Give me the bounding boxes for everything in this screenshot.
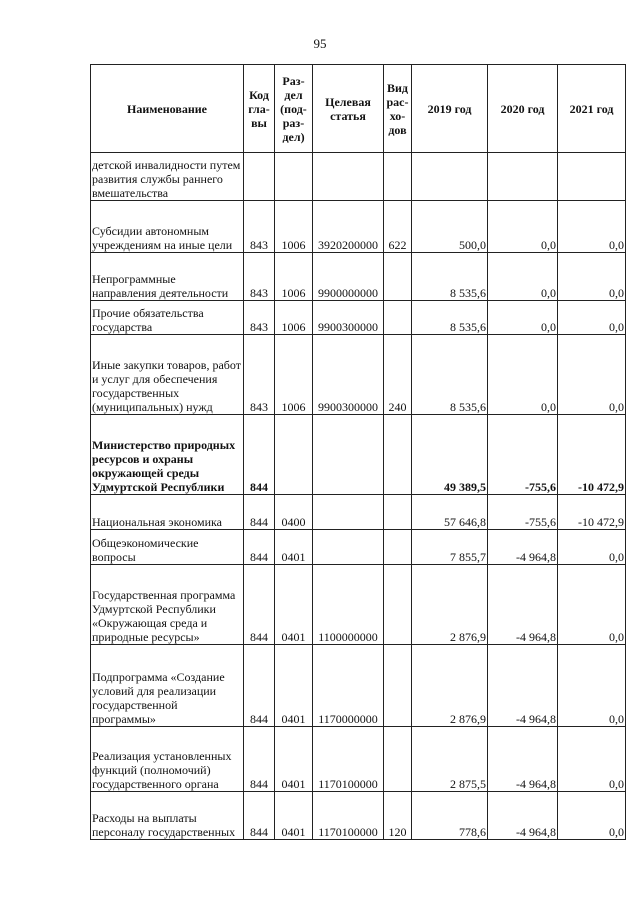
row-2020: 0,0	[488, 253, 558, 301]
header-2020: 2020 год	[488, 65, 558, 153]
row-section: 1006	[275, 201, 313, 253]
table-row	[91, 792, 626, 840]
row-2021: 0,0	[558, 565, 626, 645]
row-chapter: 844	[244, 415, 275, 495]
row-name: Непрограммные направления деятельности	[91, 253, 244, 301]
row-section: 0400	[275, 495, 313, 530]
row-2020: -4 964,8	[488, 530, 558, 565]
row-2019: 57 646,8	[412, 495, 488, 530]
row-name: Прочие обязательства государства	[91, 301, 244, 335]
table-row	[91, 335, 626, 415]
row-2019: 8 535,6	[412, 301, 488, 335]
row-2021: 0,0	[558, 645, 626, 727]
row-2019	[412, 153, 488, 201]
row-2021: 0,0	[558, 335, 626, 415]
table-row	[91, 253, 626, 301]
row-section: 0401	[275, 530, 313, 565]
row-2021: 0,0	[558, 792, 626, 840]
table-row	[91, 201, 626, 253]
row-name: Национальная экономика	[91, 495, 244, 530]
row-expense	[384, 415, 412, 495]
row-2020: -755,6	[488, 415, 558, 495]
row-section: 1006	[275, 253, 313, 301]
row-expense	[384, 727, 412, 792]
row-section	[275, 153, 313, 201]
header-expense-type: Вид рас- хо- дов	[384, 65, 412, 153]
row-expense: 240	[384, 335, 412, 415]
row-2021	[558, 153, 626, 201]
row-2019: 8 535,6	[412, 253, 488, 301]
row-chapter: 844	[244, 792, 275, 840]
row-2019: 2 876,9	[412, 645, 488, 727]
row-chapter: 843	[244, 301, 275, 335]
row-section: 0401	[275, 645, 313, 727]
row-section: 1006	[275, 335, 313, 415]
row-target: 1100000000	[313, 565, 384, 645]
row-2021: 0,0	[558, 301, 626, 335]
row-2021: 0,0	[558, 727, 626, 792]
header-name: Наименование	[91, 65, 244, 153]
row-2019: 2 875,5	[412, 727, 488, 792]
row-section: 0401	[275, 792, 313, 840]
budget-table	[90, 64, 626, 840]
row-section: 1006	[275, 301, 313, 335]
row-target: 1170100000	[313, 727, 384, 792]
row-section: 0401	[275, 727, 313, 792]
row-expense: 622	[384, 201, 412, 253]
row-expense	[384, 645, 412, 727]
row-expense	[384, 565, 412, 645]
row-target: 3920200000	[313, 201, 384, 253]
table-row	[91, 645, 626, 727]
row-target: 1170100000	[313, 792, 384, 840]
row-expense	[384, 153, 412, 201]
header-2021: 2021 год	[558, 65, 626, 153]
table-row	[91, 530, 626, 565]
row-chapter: 843	[244, 253, 275, 301]
row-name: Реализация установленных функций (полномочий) государственного органа	[91, 727, 244, 792]
header-target: Целевая статья	[313, 65, 384, 153]
row-2020: -4 964,8	[488, 727, 558, 792]
row-section: 0401	[275, 565, 313, 645]
row-2021: 0,0	[558, 201, 626, 253]
row-expense	[384, 530, 412, 565]
row-2021: 0,0	[558, 253, 626, 301]
row-2019: 49 389,5	[412, 415, 488, 495]
row-2019: 8 535,6	[412, 335, 488, 415]
page-number: 95	[313, 36, 327, 51]
row-target: 1170000000	[313, 645, 384, 727]
table-row	[91, 495, 626, 530]
row-target	[313, 530, 384, 565]
row-chapter: 844	[244, 495, 275, 530]
row-chapter	[244, 153, 275, 201]
row-target	[313, 153, 384, 201]
table-row	[91, 565, 626, 645]
row-2020: 0,0	[488, 301, 558, 335]
row-2021: -10 472,9	[558, 415, 626, 495]
row-chapter: 844	[244, 565, 275, 645]
row-expense	[384, 253, 412, 301]
row-section	[275, 415, 313, 495]
header-chapter-code: Код гла- вы	[244, 65, 275, 153]
row-expense	[384, 495, 412, 530]
row-target	[313, 495, 384, 530]
row-2020: 0,0	[488, 201, 558, 253]
table-row	[91, 301, 626, 335]
table-row	[91, 153, 626, 201]
row-expense: 120	[384, 792, 412, 840]
row-2020: -4 964,8	[488, 565, 558, 645]
row-target: 9900000000	[313, 253, 384, 301]
header-2019: 2019 год	[412, 65, 488, 153]
header-row	[91, 65, 626, 153]
row-2020: -755,6	[488, 495, 558, 530]
row-name: Министерство природных ресурсов и охраны окружающей среды Удмуртской Республики	[91, 415, 244, 495]
row-2021: -10 472,9	[558, 495, 626, 530]
row-name: детской инвалидности путем развития службы раннего вмешательства	[91, 153, 244, 201]
row-name: Расходы на выплаты персоналу государственных	[91, 792, 244, 840]
row-2020: 0,0	[488, 335, 558, 415]
row-chapter: 843	[244, 201, 275, 253]
row-name: Субсидии автономным учреждениям на иные цели	[91, 201, 244, 253]
row-target: 9900300000	[313, 301, 384, 335]
row-2020: -4 964,8	[488, 645, 558, 727]
row-2020	[488, 153, 558, 201]
table-row	[91, 415, 626, 495]
row-2019: 7 855,7	[412, 530, 488, 565]
header-section: Раз- дел (под- раз- дел)	[275, 65, 313, 153]
row-2019: 2 876,9	[412, 565, 488, 645]
row-2021: 0,0	[558, 530, 626, 565]
row-name: Государственная программа Удмуртской Республики «Окружающая среда и природные ресурсы»	[91, 565, 244, 645]
row-target	[313, 415, 384, 495]
row-chapter: 844	[244, 530, 275, 565]
row-target: 9900300000	[313, 335, 384, 415]
row-name: Подпрограмма «Создание условий для реализации государственной программы»	[91, 645, 244, 727]
row-expense	[384, 301, 412, 335]
row-2019: 500,0	[412, 201, 488, 253]
row-name: Иные закупки товаров, работ и услуг для обеспечения государственных (муниципальных) нужд	[91, 335, 244, 415]
row-2019: 778,6	[412, 792, 488, 840]
row-name: Общеэкономические вопросы	[91, 530, 244, 565]
row-chapter: 844	[244, 645, 275, 727]
row-chapter: 844	[244, 727, 275, 792]
row-chapter: 843	[244, 335, 275, 415]
table-row	[91, 727, 626, 792]
row-2020: -4 964,8	[488, 792, 558, 840]
